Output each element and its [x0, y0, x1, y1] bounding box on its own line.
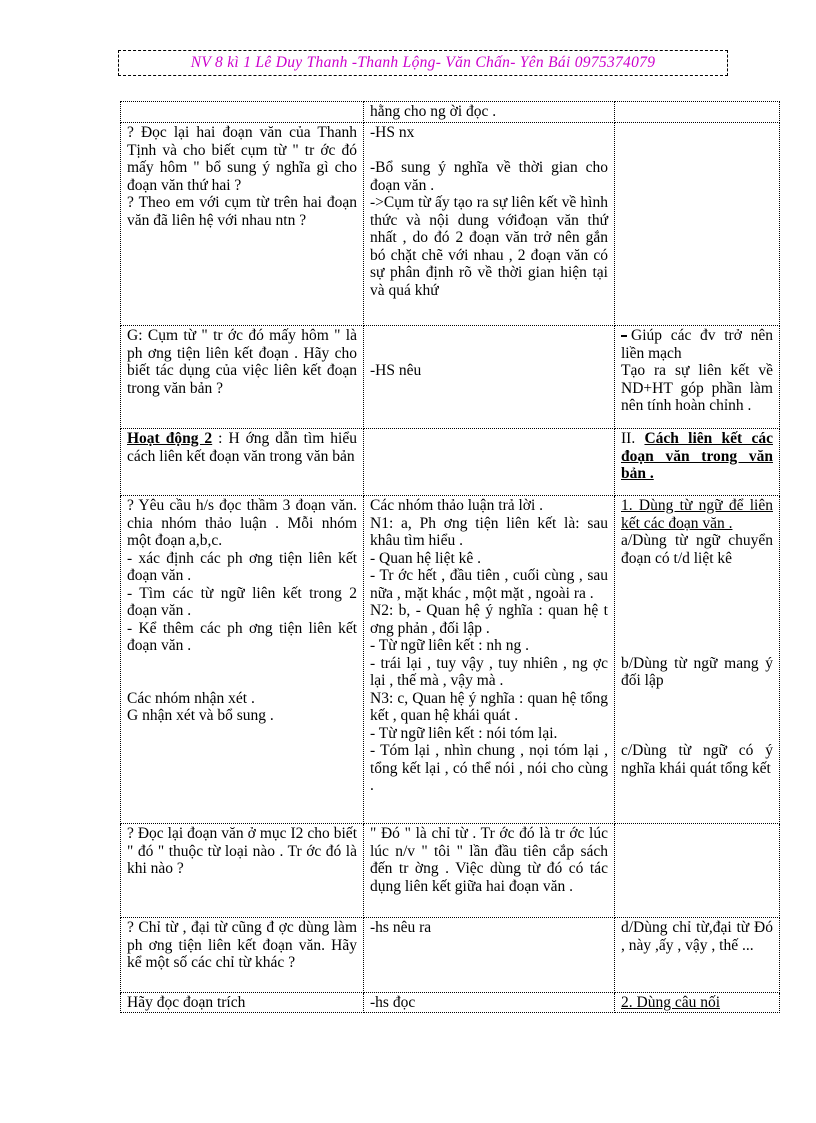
student-text: N1: a, Ph ơng tiện liên kết là: sau khâu tìm hiểu .: [370, 514, 608, 549]
content-cell: [615, 918, 780, 993]
table-row: [121, 918, 780, 993]
teacher-text: ? Theo em với cụm từ trên hai đoạn văn đã liên hệ với nhau ntn ?: [127, 194, 357, 229]
subsection-title: 2. Dùng câu nối: [621, 994, 721, 1011]
student-text: - Tr ớc hết , đầu tiên , cuối cùng , sau nữa , mặt khác , một mặt , ngoài ra .: [370, 567, 608, 602]
table-row: [121, 326, 780, 429]
activity-desc: : H ớng dẫn tìm hiểu cách liên kết đoạn văn trong văn bản: [127, 430, 357, 465]
table-row: [121, 102, 780, 123]
table-row: [121, 496, 780, 824]
section-title: Cách liên kết các đoạn văn trong văn bản .: [621, 430, 773, 482]
content-text: c/Dùng từ ngữ có ý nghĩa khái quát tổng kết: [621, 742, 773, 777]
student-cell: [364, 429, 615, 496]
student-cell: [364, 102, 615, 123]
teacher-text: - xác định các ph ơng tiện liên kết đoạn văn .: [127, 549, 357, 584]
student-text: -Bổ sung ý nghĩa về thời gian cho đoạn văn .: [370, 159, 608, 194]
student-text: - Quan hệ liệt kê .: [370, 549, 482, 567]
teacher-cell: [121, 918, 364, 993]
content-cell: [615, 429, 780, 496]
content-bullet: Giúp các đv trở nên liền mạch: [621, 327, 773, 362]
teacher-cell: [121, 326, 364, 429]
student-text: - Tóm lại , nhìn chung , nọi tóm lại , tổng kết lại , có thể nói , nói cho cùng .: [370, 742, 608, 794]
teacher-text: ? Chỉ từ , đại từ cũng đ ợc dùng làm ph ơng tiện liên kết đoạn văn. Hãy kể một số các chỉ từ khác ?: [127, 919, 357, 971]
teacher-text: - Kể thêm các ph ơng tiện liên kết đoạn văn .: [127, 619, 357, 654]
content-cell: [615, 123, 780, 326]
student-text: N3: c, Quan hệ ý nghĩa : quan hệ tổng kết , quan hệ khái quát .: [370, 689, 608, 724]
student-text: - Từ ngữ liên kết : nói tóm lại.: [370, 724, 558, 742]
teacher-cell: [121, 496, 364, 824]
subsection-title: 1. Dùng từ ngữ để liên kết các đoạn văn .: [621, 497, 773, 532]
content-cell: [615, 102, 780, 123]
table-row: [121, 123, 780, 326]
student-text: - trái lại , tuy vậy , tuy nhiên , ng ợc lại , thế mà , vậy mà .: [370, 654, 608, 689]
activity-title: Hoạt động 2: [127, 430, 213, 447]
teacher-text: Các nhóm nhận xét .: [127, 689, 255, 707]
content-text: d/Dùng chỉ từ,đại từ Đó , này ,ấy , vậy , thế ...: [621, 919, 773, 954]
content-cell: [615, 993, 780, 1013]
student-text: -HS nêu: [370, 362, 422, 379]
teacher-text: Hãy đọc đoạn trích: [127, 994, 246, 1011]
student-cell: [364, 496, 615, 824]
teacher-cell: [121, 824, 364, 918]
teacher-text: ? Đọc lại đoạn văn ở mục I2 cho biết " đó " thuộc từ loại nào . Tr ớc đó là khi nào ?: [127, 825, 357, 877]
content-text: a/Dùng từ ngữ chuyển đoạn có t/d liệt kê: [621, 532, 773, 567]
teacher-cell: [121, 993, 364, 1013]
student-text: -hs đọc: [370, 994, 416, 1011]
student-text: hằng cho ng ời đọc .: [370, 103, 497, 120]
student-cell: [364, 993, 615, 1013]
teacher-text: - Tìm các từ ngữ liên kết trong 2 đoạn văn .: [127, 584, 357, 619]
section-number: II.: [621, 430, 645, 447]
content-text: Tạo ra sự liên kết về ND+HT góp phần làm nên tính hoàn chỉnh .: [621, 362, 773, 414]
student-text: [370, 142, 608, 160]
page-header: NV 8 kì 1 Lê Duy Thanh -Thanh Lộng- Văn Chấn- Yên Bái 0975374079: [118, 50, 728, 76]
student-text: ->Cụm từ ấy tạo ra sự liên kết về hình thức và nội dung vớiđoạn văn thứ nhất , do đó 2 đoạn văn trở nên gắn bó chặt chẽ với nhau , 2 đoạn văn có sự phân định rõ về thời gian hiện tại và quá khứ: [370, 194, 608, 299]
student-text: -hs nêu ra: [370, 919, 432, 936]
teacher-cell: [121, 123, 364, 326]
content-text: b/Dùng từ ngữ mang ý đối lập: [621, 654, 773, 689]
student-text: - Từ ngữ liên kết : nh ng .: [370, 637, 530, 654]
student-cell: [364, 326, 615, 429]
content-cell: [615, 496, 780, 824]
content-cell: [615, 326, 780, 429]
student-cell: [364, 824, 615, 918]
teacher-cell: [121, 102, 364, 123]
teacher-cell: [121, 429, 364, 496]
dash-bullet-icon: [621, 335, 627, 337]
teacher-text: G nhận xét và bổ sung .: [127, 707, 274, 724]
student-text: " Đó " là chỉ từ . Tr ớc đó là tr ớc lúc lúc n/v " tôi " lần đầu tiên cắp sách đến tr ờng . Việc dùng từ đó có tác dụng liên kết giữa hai đoạn văn .: [370, 825, 608, 895]
student-cell: [364, 123, 615, 326]
student-text: -HS nx: [370, 124, 415, 141]
teacher-text: ? Đọc lại hai đoạn văn của Thanh Tịnh và cho biết cụm từ " tr ớc đó mấy hôm " bổ sung ý nghĩa gì cho đoạn văn thứ hai ?: [127, 124, 357, 194]
table-row: [121, 993, 780, 1013]
table-row: [121, 824, 780, 918]
table-row: [121, 429, 780, 496]
teacher-text: G: Cụm từ " tr ớc đó mấy hôm " là ph ơng tiện liên kết đoạn . Hãy cho biết tác dụng của việc liên kết đoạn trong văn bản ?: [127, 327, 357, 397]
lesson-table: [120, 101, 780, 1013]
student-text: N2: b, - Quan hệ ý nghĩa : quan hệ t ơng phản , đối lập .: [370, 602, 608, 637]
teacher-text: ? Yêu cầu h/s đọc thầm 3 đoạn văn. chia nhóm thảo luận . Mỗi nhóm một đoạn a,b,c.: [127, 497, 357, 549]
student-text: Các nhóm thảo luận trả lời .: [370, 497, 544, 514]
student-cell: [364, 918, 615, 993]
content-cell: [615, 824, 780, 918]
